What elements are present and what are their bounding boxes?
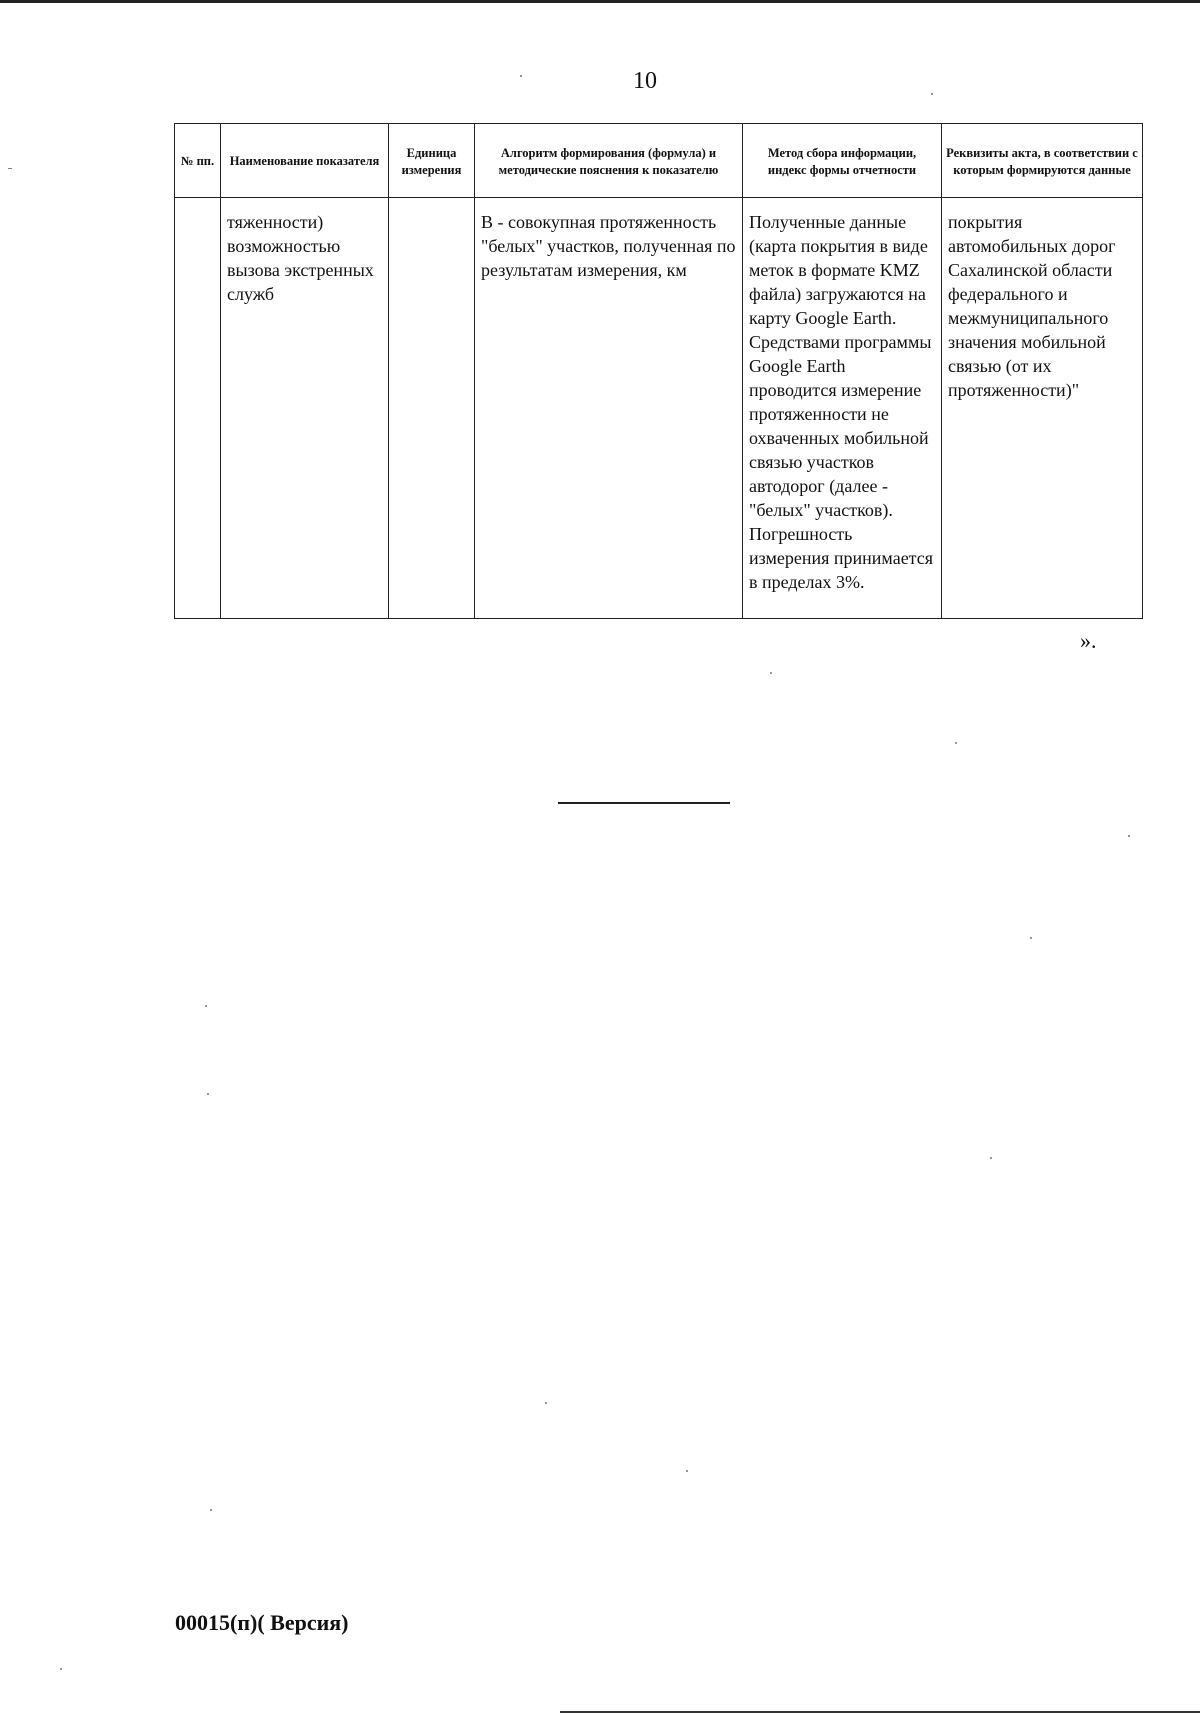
scan-speck <box>210 1509 212 1511</box>
document-footer-code: 00015(п)( Версия) <box>175 1610 349 1635</box>
cell-collection-method: Полученные данные (карта покрытия в виде меток в формате KMZ файла) загружаются на карту Google Earth. Средствами программы Google Earth проводится измерение протяженности не охваченных мобильной связью участков автодорог (далее - "белых" участков). Погрешность измерения принимается в пределах 3%. <box>743 198 942 619</box>
scan-speck <box>207 1093 209 1095</box>
scan-speck <box>8 168 12 169</box>
cell-algorithm: B - совокупная протяженность "белых" участков, полученная по результатам измерения, км <box>475 198 743 619</box>
header-collection-method: Метод сбора информации, индекс формы отчетности <box>743 124 942 198</box>
scan-speck <box>205 1005 207 1007</box>
table-row <box>175 198 1143 619</box>
top-border-line <box>0 0 1200 3</box>
bottom-border-line <box>560 1711 1200 1713</box>
indicators-table <box>174 123 1143 619</box>
scan-speck <box>1128 835 1130 837</box>
header-algorithm: Алгоритм формирования (формула) и методические пояснения к показателю <box>475 124 743 198</box>
end-separator-line <box>558 802 730 804</box>
cell-indicator-name: тяженности) возможностью вызова экстренных служб <box>221 198 389 619</box>
cell-act-requisites: покрытия автомобильных дорог Сахалинской области федерального и межмуниципального значения мобильной связью (от их протяженности)" <box>942 198 1143 619</box>
page-number: 10 <box>633 68 657 94</box>
header-number: № пп. <box>175 124 221 198</box>
scan-speck <box>1030 937 1032 939</box>
scan-speck <box>931 93 933 95</box>
header-unit: Единица измерения <box>389 124 475 198</box>
cell-number <box>175 198 221 619</box>
table-header-row <box>175 124 1143 198</box>
header-indicator-name: Наименование показателя <box>221 124 389 198</box>
scan-speck <box>686 1470 688 1472</box>
scan-speck <box>60 1668 62 1670</box>
cell-unit <box>389 198 475 619</box>
scan-speck <box>955 742 957 744</box>
scan-speck <box>520 75 522 77</box>
closing-quote-mark: ». <box>1080 628 1097 653</box>
header-act-requisites: Реквизиты акта, в соответствии с которым формируются данные <box>942 124 1143 198</box>
scan-speck <box>545 1402 547 1404</box>
scan-speck <box>990 1157 992 1159</box>
scan-speck <box>770 672 772 674</box>
